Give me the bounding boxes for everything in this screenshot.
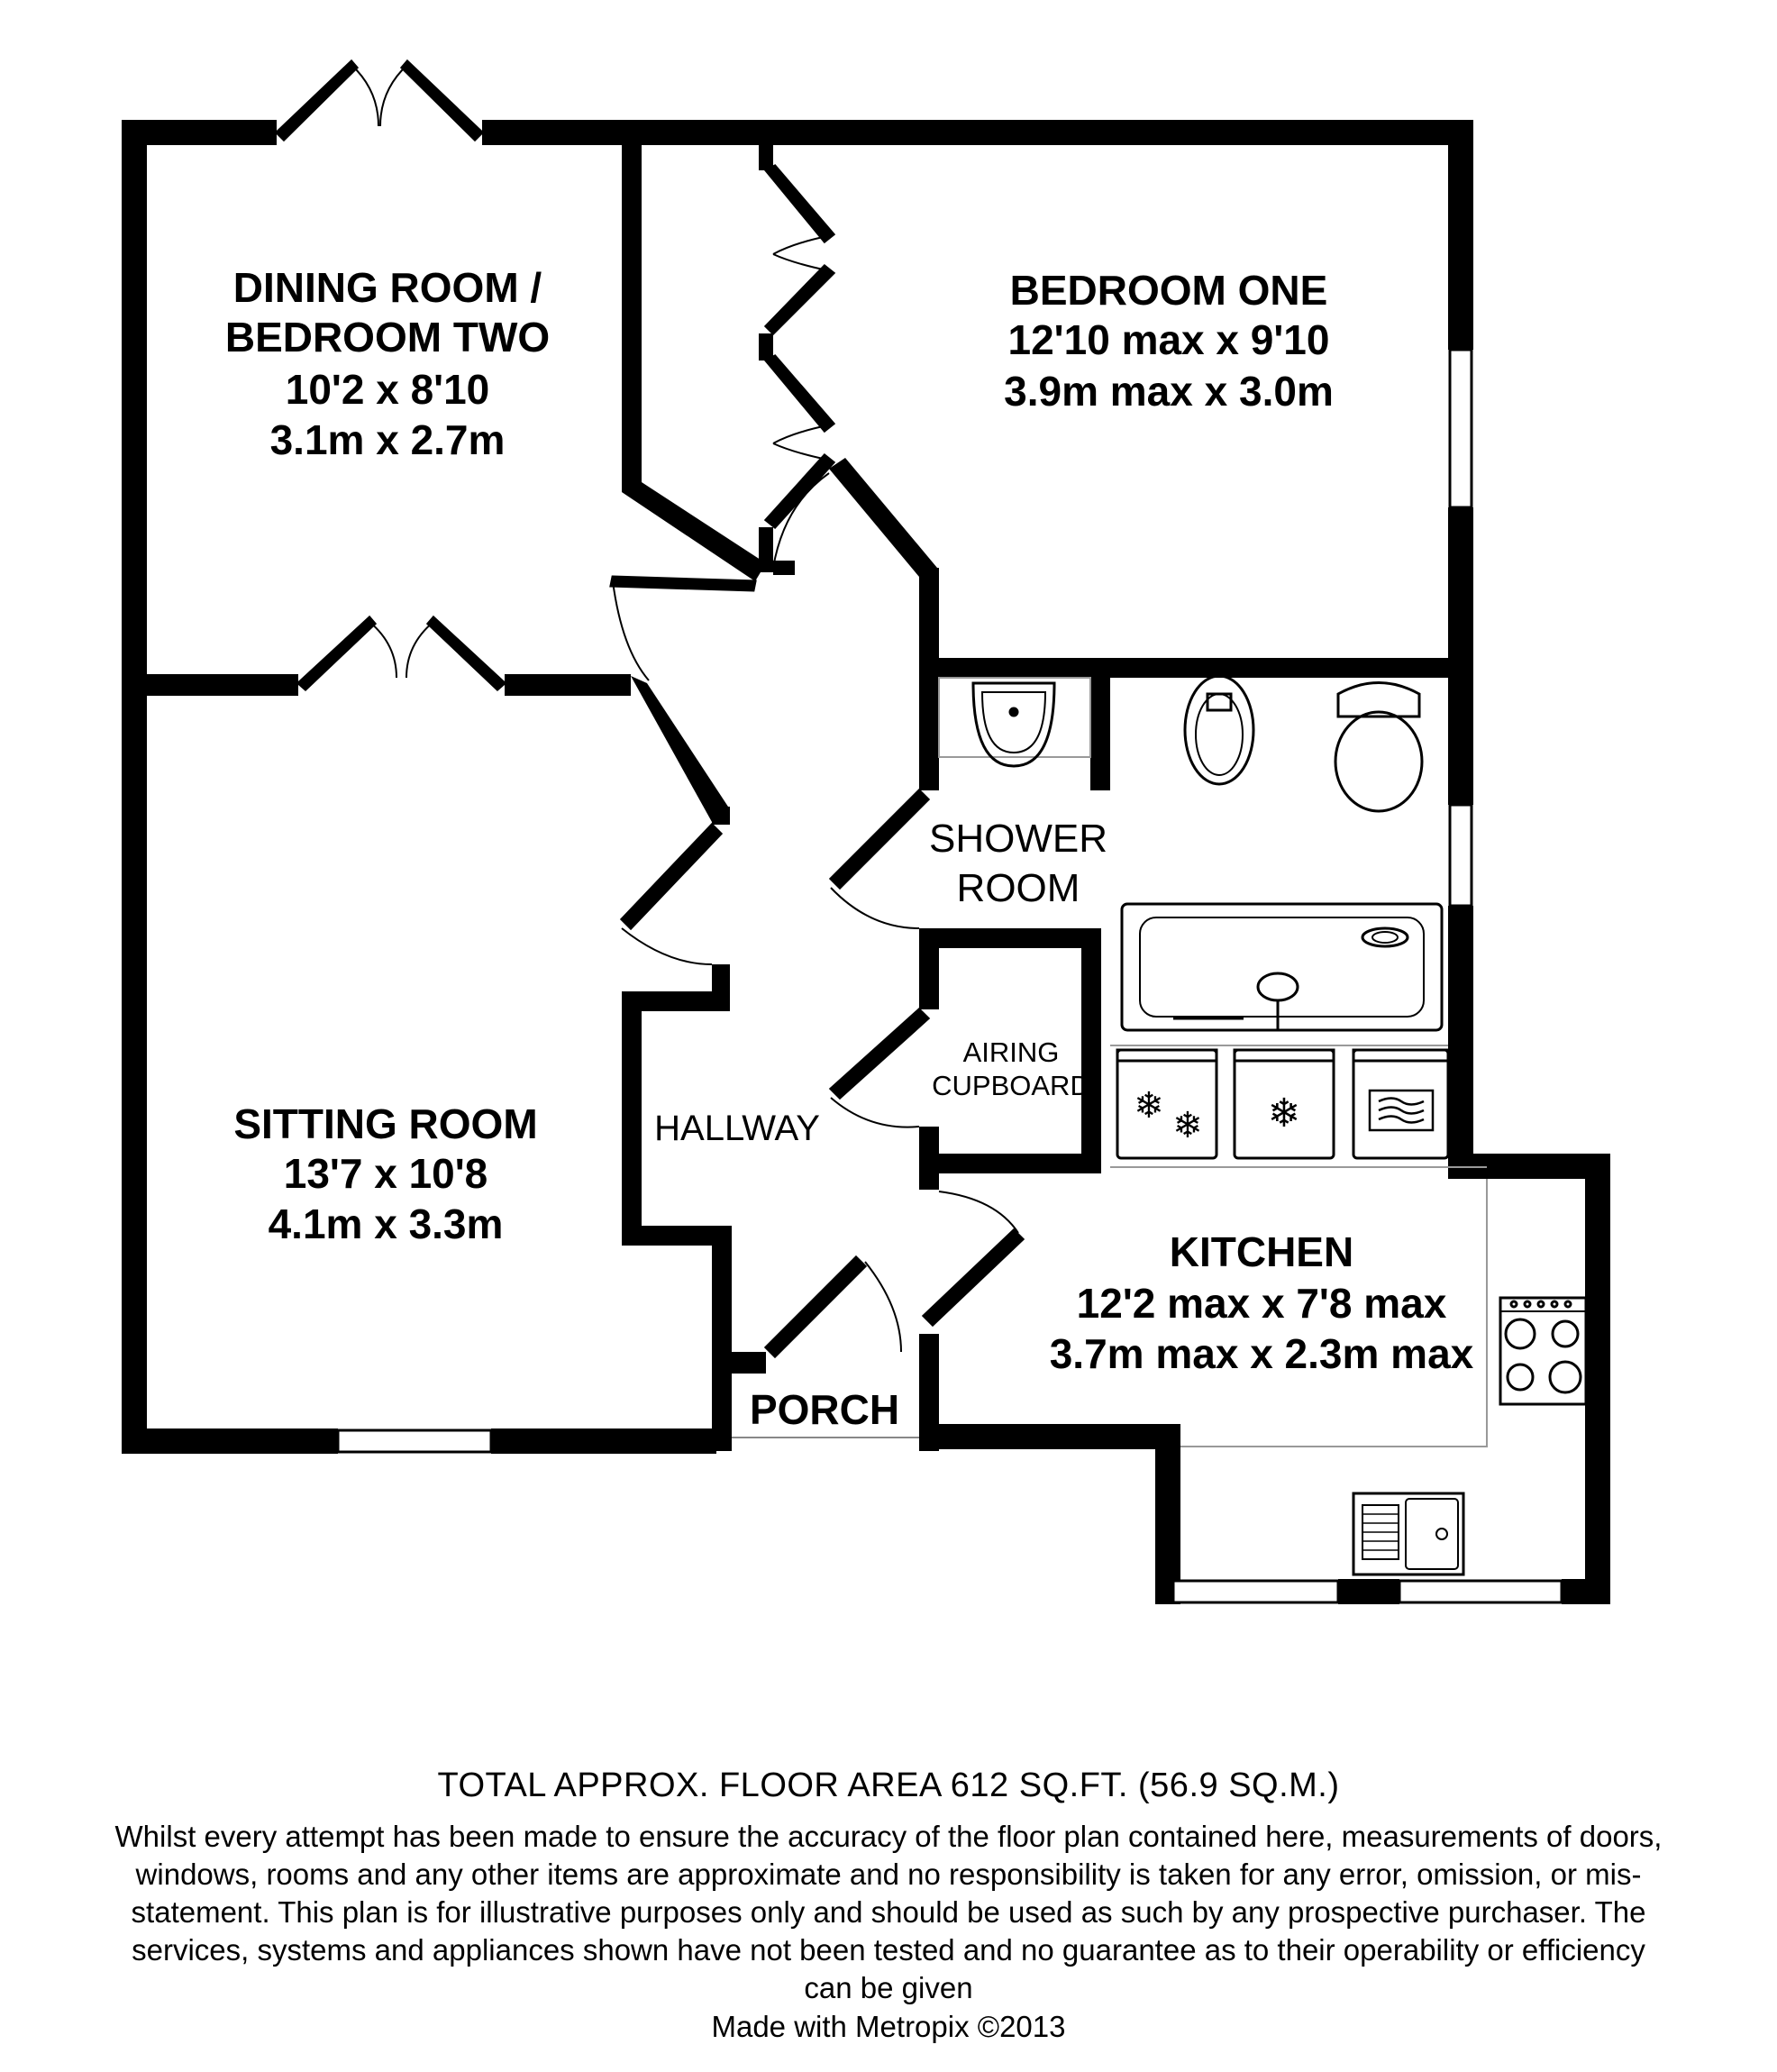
dining-imperial: 10'2 x 8'10 — [285, 366, 490, 413]
dining-metric: 3.1m x 2.7m — [269, 416, 506, 463]
kitchen-door — [924, 1230, 1023, 1325]
wardrobe-doors — [766, 166, 834, 242]
bedroom-one-name: BEDROOM ONE — [1009, 267, 1328, 314]
shower-door — [831, 790, 928, 888]
airing-door — [831, 1009, 928, 1098]
toilet — [1335, 683, 1422, 812]
french-door-middle — [298, 617, 375, 689]
dining-name-1: DINING ROOM / — [232, 264, 542, 311]
sink — [1353, 1493, 1463, 1575]
sitting-name: SITTING ROOM — [233, 1100, 538, 1147]
porch-door — [766, 1257, 865, 1356]
shower-name-1: SHOWER — [929, 817, 1107, 861]
bidet — [1185, 676, 1253, 784]
room-labels — [225, 264, 1474, 1433]
kitchen-imperial: 12'2 max x 7'8 max — [1076, 1280, 1447, 1327]
airing-name-2: CUPBOARD — [932, 1070, 1090, 1101]
windows — [338, 350, 1562, 1602]
shower-name-2: ROOM — [956, 866, 1080, 910]
total-floor-area: TOTAL APPROX. FLOOR AREA 612 SQ.FT. (56.9 SQ.M.) — [437, 1766, 1340, 1804]
dining-door — [611, 577, 755, 590]
wave-icon — [1370, 1091, 1433, 1130]
sitting-metric: 4.1m x 3.3m — [268, 1200, 504, 1247]
porch-name: PORCH — [749, 1386, 900, 1433]
kitchen-name: KITCHEN — [1169, 1228, 1354, 1275]
bedroom-one-imperial: 12'10 max x 9'10 — [1007, 316, 1330, 363]
kitchen-metric: 3.7m max x 2.3m max — [1049, 1330, 1474, 1377]
bedroom-one-metric: 3.9m max x 3.0m — [1004, 368, 1334, 415]
dining-name-2: BEDROOM TWO — [224, 314, 551, 361]
snowflake-icon: ❄ — [1267, 1091, 1301, 1136]
sitting-imperial: 13'7 x 10'8 — [283, 1150, 488, 1197]
basin — [939, 678, 1090, 757]
shower-tray — [1122, 904, 1442, 1030]
hob — [1500, 1298, 1586, 1404]
snowflake-icon: ❄ — [1134, 1085, 1164, 1127]
disclaimer-text: Whilst every attempt has been made to ensure the accuracy of the floor plan contained here, measurements of doors, windows, rooms and any other items are approximate and no responsibility is taken for any error, omission, or mis-statement. This plan is for illustrative purposes only and should be used as such by any prospective purchaser. The services, systems and appliances shown have not been tested and no guarantee as to their operability or efficiency can be given — [114, 1820, 1663, 2004]
hallway-name: HALLWAY — [654, 1109, 820, 1148]
french-door-top — [277, 61, 357, 140]
snowflake-icon: ❄ — [1172, 1105, 1203, 1146]
credit-text: Made with Metropix ©2013 — [711, 2010, 1066, 2043]
airing-name-1: AIRING — [962, 1036, 1060, 1068]
sitting-door — [622, 825, 721, 928]
